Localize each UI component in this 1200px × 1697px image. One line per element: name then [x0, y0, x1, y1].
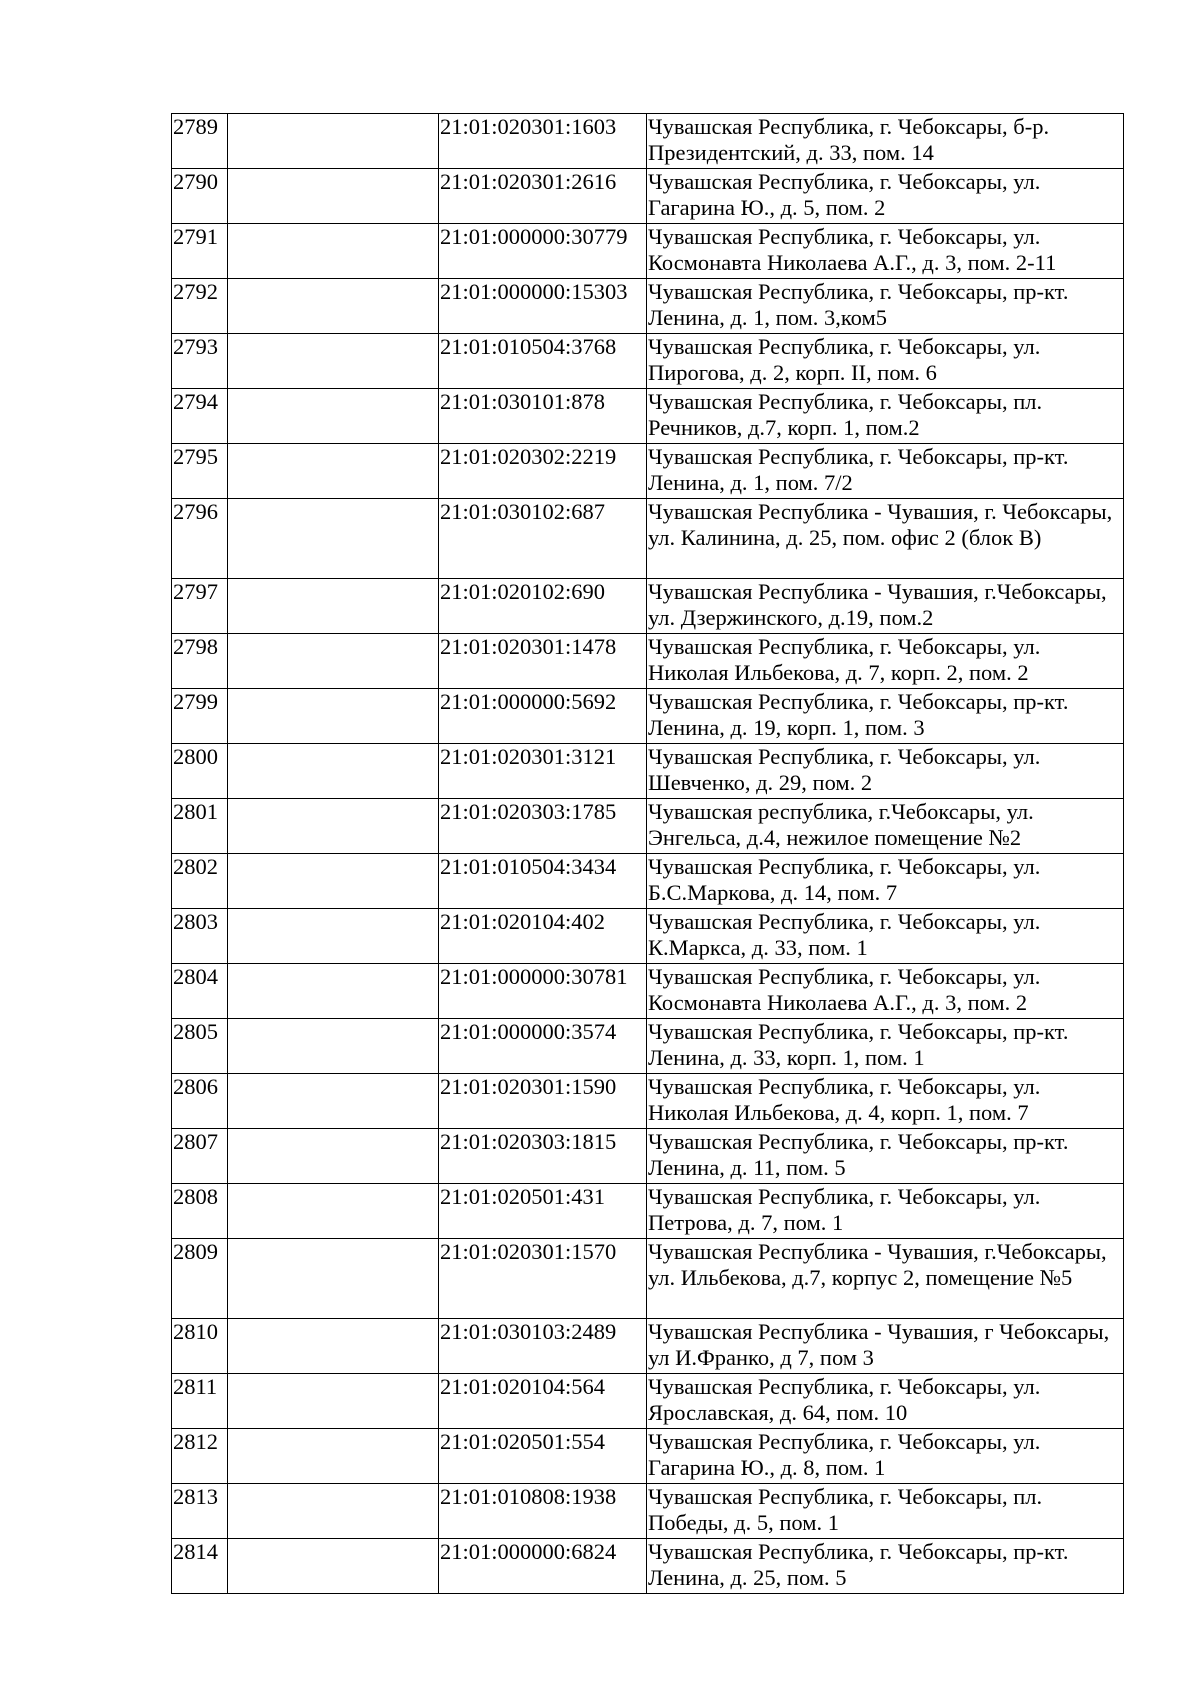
cadastral-number-cell: 21:01:020501:554 — [439, 1429, 647, 1484]
row-number-cell: 2811 — [172, 1374, 228, 1429]
empty-cell — [228, 1429, 439, 1484]
empty-cell — [228, 799, 439, 854]
cadastral-number-cell: 21:01:020301:1570 — [439, 1239, 647, 1319]
empty-cell — [228, 334, 439, 389]
row-number-cell: 2808 — [172, 1184, 228, 1239]
cadastral-number-cell: 21:01:020301:1590 — [439, 1074, 647, 1129]
table-row — [172, 1019, 1124, 1074]
cadastral-number-cell: 21:01:030101:878 — [439, 389, 647, 444]
cadastral-number-cell: 21:01:020501:431 — [439, 1184, 647, 1239]
empty-cell — [228, 114, 439, 169]
registry-table-body — [172, 114, 1124, 1594]
address-cell: Чувашская Республика, г. Чебоксары, б-р. Президентский, д. 33, пом. 14 — [647, 114, 1124, 169]
cadastral-number-cell: 21:01:020301:2616 — [439, 169, 647, 224]
address-cell: Чувашская Республика, г. Чебоксары, пр-кт. Ленина, д. 11, пом. 5 — [647, 1129, 1124, 1184]
cadastral-number-cell: 21:01:020303:1815 — [439, 1129, 647, 1184]
table-row — [172, 909, 1124, 964]
table-row — [172, 1239, 1124, 1319]
row-number-cell: 2804 — [172, 964, 228, 1019]
empty-cell — [228, 444, 439, 499]
table-row — [172, 279, 1124, 334]
empty-cell — [228, 1129, 439, 1184]
address-cell: Чувашская Республика - Чувашия, г.Чебоксары, ул. Ильбекова, д.7, корпус 2, помещение №5 — [647, 1239, 1124, 1319]
address-cell: Чувашская Республика - Чувашия, г. Чебоксары, ул. Калинина, д. 25, пом. офис 2 (блок В) — [647, 499, 1124, 579]
table-row — [172, 634, 1124, 689]
cadastral-number-cell: 21:01:000000:15303 — [439, 279, 647, 334]
address-cell: Чувашская республика, г.Чебоксары, ул. Энгельса, д.4, нежилое помещение №2 — [647, 799, 1124, 854]
empty-cell — [228, 1239, 439, 1319]
cadastral-number-cell: 21:01:010504:3434 — [439, 854, 647, 909]
row-number-cell: 2800 — [172, 744, 228, 799]
row-number-cell: 2798 — [172, 634, 228, 689]
address-cell: Чувашская Республика, г. Чебоксары, ул. К.Маркса, д. 33, пом. 1 — [647, 909, 1124, 964]
row-number-cell: 2797 — [172, 579, 228, 634]
address-cell: Чувашская Республика, г. Чебоксары, ул. Николая Ильбекова, д. 7, корп. 2, пом. 2 — [647, 634, 1124, 689]
address-cell: Чувашская Республика, г. Чебоксары, ул. Ярославская, д. 64, пом. 10 — [647, 1374, 1124, 1429]
empty-cell — [228, 224, 439, 279]
row-number-cell: 2807 — [172, 1129, 228, 1184]
address-cell: Чувашская Республика - Чувашия, г.Чебоксары, ул. Дзержинского, д.19, пом.2 — [647, 579, 1124, 634]
cadastral-number-cell: 21:01:000000:6824 — [439, 1539, 647, 1594]
empty-cell — [228, 1374, 439, 1429]
row-number-cell: 2805 — [172, 1019, 228, 1074]
table-row — [172, 1184, 1124, 1239]
empty-cell — [228, 854, 439, 909]
table-row — [172, 1129, 1124, 1184]
registry-table — [171, 113, 1124, 1594]
cadastral-number-cell: 21:01:020104:564 — [439, 1374, 647, 1429]
address-cell: Чувашская Республика, г. Чебоксары, ул. Гагарина Ю., д. 8, пом. 1 — [647, 1429, 1124, 1484]
address-cell: Чувашская Республика, г. Чебоксары, пр-кт. Ленина, д. 1, пом. 7/2 — [647, 444, 1124, 499]
empty-cell — [228, 1319, 439, 1374]
empty-cell — [228, 744, 439, 799]
row-number-cell: 2803 — [172, 909, 228, 964]
row-number-cell: 2806 — [172, 1074, 228, 1129]
cadastral-number-cell: 21:01:010808:1938 — [439, 1484, 647, 1539]
table-row — [172, 689, 1124, 744]
table-row — [172, 499, 1124, 579]
row-number-cell: 2814 — [172, 1539, 228, 1594]
table-row — [172, 744, 1124, 799]
address-cell: Чувашская Республика, г. Чебоксары, ул. Николая Ильбекова, д. 4, корп. 1, пом. 7 — [647, 1074, 1124, 1129]
table-row — [172, 799, 1124, 854]
table-row — [172, 579, 1124, 634]
address-cell: Чувашская Республика, г. Чебоксары, ул. Космонавта Николаева А.Г., д. 3, пом. 2 — [647, 964, 1124, 1019]
empty-cell — [228, 909, 439, 964]
row-number-cell: 2793 — [172, 334, 228, 389]
row-number-cell: 2795 — [172, 444, 228, 499]
address-cell: Чувашская Республика, г. Чебоксары, пл. Победы, д. 5, пом. 1 — [647, 1484, 1124, 1539]
row-number-cell: 2789 — [172, 114, 228, 169]
cadastral-number-cell: 21:01:000000:30779 — [439, 224, 647, 279]
address-cell: Чувашская Республика, г. Чебоксары, ул. Космонавта Николаева А.Г., д. 3, пом. 2-11 — [647, 224, 1124, 279]
table-row — [172, 1074, 1124, 1129]
table-row — [172, 334, 1124, 389]
row-number-cell: 2812 — [172, 1429, 228, 1484]
address-cell: Чувашская Республика, г. Чебоксары, ул. Петрова, д. 7, пом. 1 — [647, 1184, 1124, 1239]
cadastral-number-cell: 21:01:000000:5692 — [439, 689, 647, 744]
row-number-cell: 2813 — [172, 1484, 228, 1539]
table-row — [172, 1484, 1124, 1539]
empty-cell — [228, 1184, 439, 1239]
address-cell: Чувашская Республика, г. Чебоксары, ул. Б.С.Маркова, д. 14, пом. 7 — [647, 854, 1124, 909]
empty-cell — [228, 499, 439, 579]
cadastral-number-cell: 21:01:000000:30781 — [439, 964, 647, 1019]
address-cell: Чувашская Республика, г. Чебоксары, ул. Шевченко, д. 29, пом. 2 — [647, 744, 1124, 799]
address-cell: Чувашская Республика, г. Чебоксары, ул. Гагарина Ю., д. 5, пом. 2 — [647, 169, 1124, 224]
cadastral-number-cell: 21:01:020301:1478 — [439, 634, 647, 689]
address-cell: Чувашская Республика, г. Чебоксары, ул. Пирогова, д. 2, корп. II, пом. 6 — [647, 334, 1124, 389]
empty-cell — [228, 1539, 439, 1594]
table-row — [172, 1319, 1124, 1374]
address-cell: Чувашская Республика, г. Чебоксары, пр-кт. Ленина, д. 19, корп. 1, пом. 3 — [647, 689, 1124, 744]
cadastral-number-cell: 21:01:020301:3121 — [439, 744, 647, 799]
empty-cell — [228, 634, 439, 689]
empty-cell — [228, 689, 439, 744]
empty-cell — [228, 579, 439, 634]
cadastral-number-cell: 21:01:020302:2219 — [439, 444, 647, 499]
cadastral-number-cell: 21:01:020303:1785 — [439, 799, 647, 854]
row-number-cell: 2791 — [172, 224, 228, 279]
empty-cell — [228, 279, 439, 334]
row-number-cell: 2790 — [172, 169, 228, 224]
table-row — [172, 224, 1124, 279]
row-number-cell: 2810 — [172, 1319, 228, 1374]
row-number-cell: 2799 — [172, 689, 228, 744]
address-cell: Чувашская Республика, г. Чебоксары, пр-кт. Ленина, д. 25, пом. 5 — [647, 1539, 1124, 1594]
table-row — [172, 1539, 1124, 1594]
empty-cell — [228, 964, 439, 1019]
table-row — [172, 389, 1124, 444]
address-cell: Чувашская Республика, г. Чебоксары, пл. Речников, д.7, корп. 1, пом.2 — [647, 389, 1124, 444]
empty-cell — [228, 389, 439, 444]
cadastral-number-cell: 21:01:020102:690 — [439, 579, 647, 634]
table-row — [172, 1429, 1124, 1484]
cadastral-number-cell: 21:01:000000:3574 — [439, 1019, 647, 1074]
table-row — [172, 114, 1124, 169]
row-number-cell: 2794 — [172, 389, 228, 444]
table-row — [172, 854, 1124, 909]
cadastral-number-cell: 21:01:010504:3768 — [439, 334, 647, 389]
address-cell: Чувашская Республика, г. Чебоксары, пр-кт. Ленина, д. 1, пом. 3,ком5 — [647, 279, 1124, 334]
cadastral-number-cell: 21:01:030102:687 — [439, 499, 647, 579]
cadastral-number-cell: 21:01:030103:2489 — [439, 1319, 647, 1374]
empty-cell — [228, 1484, 439, 1539]
address-cell: Чувашская Республика, г. Чебоксары, пр-кт. Ленина, д. 33, корп. 1, пом. 1 — [647, 1019, 1124, 1074]
empty-cell — [228, 1074, 439, 1129]
table-row — [172, 1374, 1124, 1429]
empty-cell — [228, 169, 439, 224]
row-number-cell: 2796 — [172, 499, 228, 579]
empty-cell — [228, 1019, 439, 1074]
cadastral-number-cell: 21:01:020104:402 — [439, 909, 647, 964]
row-number-cell: 2801 — [172, 799, 228, 854]
row-number-cell: 2809 — [172, 1239, 228, 1319]
table-row — [172, 964, 1124, 1019]
address-cell: Чувашская Республика - Чувашия, г Чебоксары, ул И.Франко, д 7, пом 3 — [647, 1319, 1124, 1374]
cadastral-number-cell: 21:01:020301:1603 — [439, 114, 647, 169]
row-number-cell: 2802 — [172, 854, 228, 909]
table-row — [172, 444, 1124, 499]
row-number-cell: 2792 — [172, 279, 228, 334]
table-row — [172, 169, 1124, 224]
